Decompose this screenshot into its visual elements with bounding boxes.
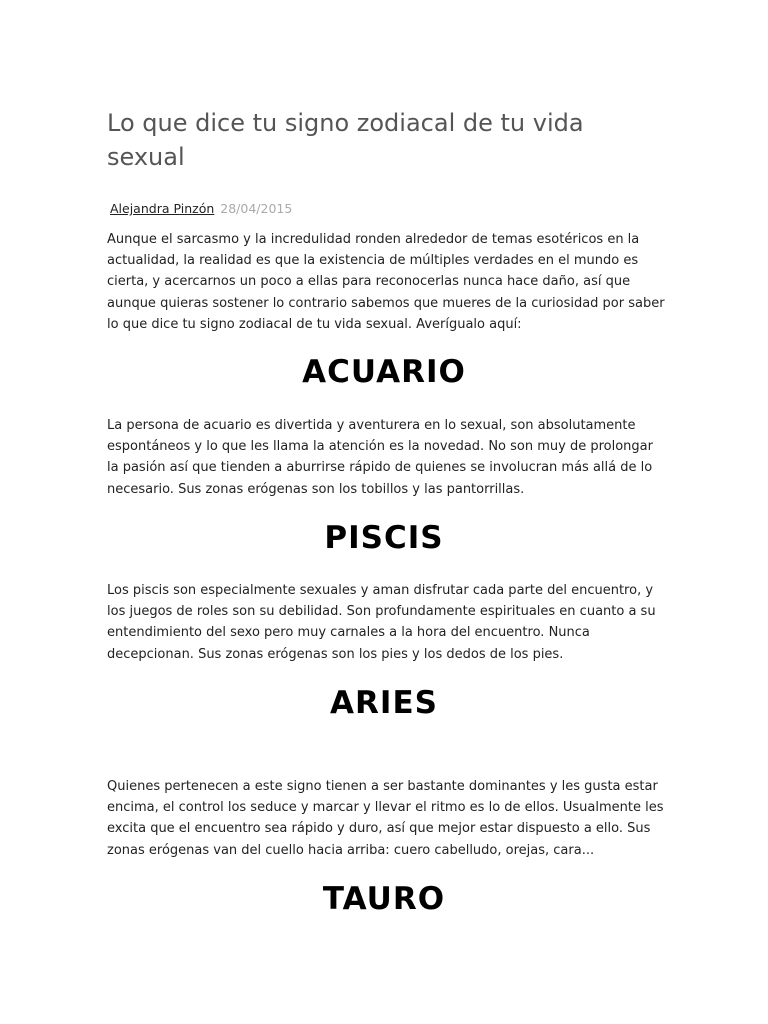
paragraph-aries: Quienes pertenecen a este signo tienen a ser bastante dominantes y les gusta estar encima, el control los seduce y marcar y llevar el ritmo es lo de ellos. Usualmente les excita que el encuentro sea rápido y duro, así que mejor estar dispuesto a ello. Sus zonas erógenas van del cuello hacia arriba: cuero cabelludo, orejas, cara... — [107, 779, 664, 858]
byline — [110, 200, 292, 218]
heading-tauro: TAURO — [322, 881, 446, 917]
author-link[interactable]: Alejandra Pinzón — [110, 201, 215, 216]
heading-piscis: PISCIS — [324, 520, 444, 556]
paragraph-acuario: La persona de acuario es divertida y aventurera en lo sexual, son absolutamente espontáneos y lo que les llama la atención es la novedad. No son muy de prolongar la pasión así que tienden a aburrirse rápido de quienes se involucran más allá de lo necesario. Sus zonas erógenas son los tobillos y las pantorrillas. — [107, 418, 653, 497]
heading-acuario: ACUARIO — [302, 354, 466, 390]
heading-aries: ARIES — [330, 685, 438, 721]
paragraph-piscis: Los piscis son especialmente sexuales y aman disfrutar cada parte del encuentro, y los juegos de roles son su debilidad. Son profundamente espirituales en cuanto a su entendimiento del sexo pero muy carnales a la hora del encuentro. Nunca decepcionan. Sus zonas erógenas son los pies y los dedos de los pies. — [107, 583, 656, 662]
article-title: Lo que dice tu signo zodiacal de tu vida sexual — [107, 109, 584, 171]
intro-paragraph: Aunque el sarcasmo y la incredulidad ronden alrededor de temas esotéricos en la actualidad, la realidad es que la existencia de múltiples verdades en el mundo es cierta, y acercarnos un poco a ellas para reconocerlas nunca hace daño, así que aunque quieras sostener lo contrario sabemos que mueres de la curiosidad por saber lo que dice tu signo zodiacal de tu vida sexual. Averígualo aquí: — [107, 232, 665, 332]
publish-date: 28/04/2015 — [220, 201, 293, 216]
